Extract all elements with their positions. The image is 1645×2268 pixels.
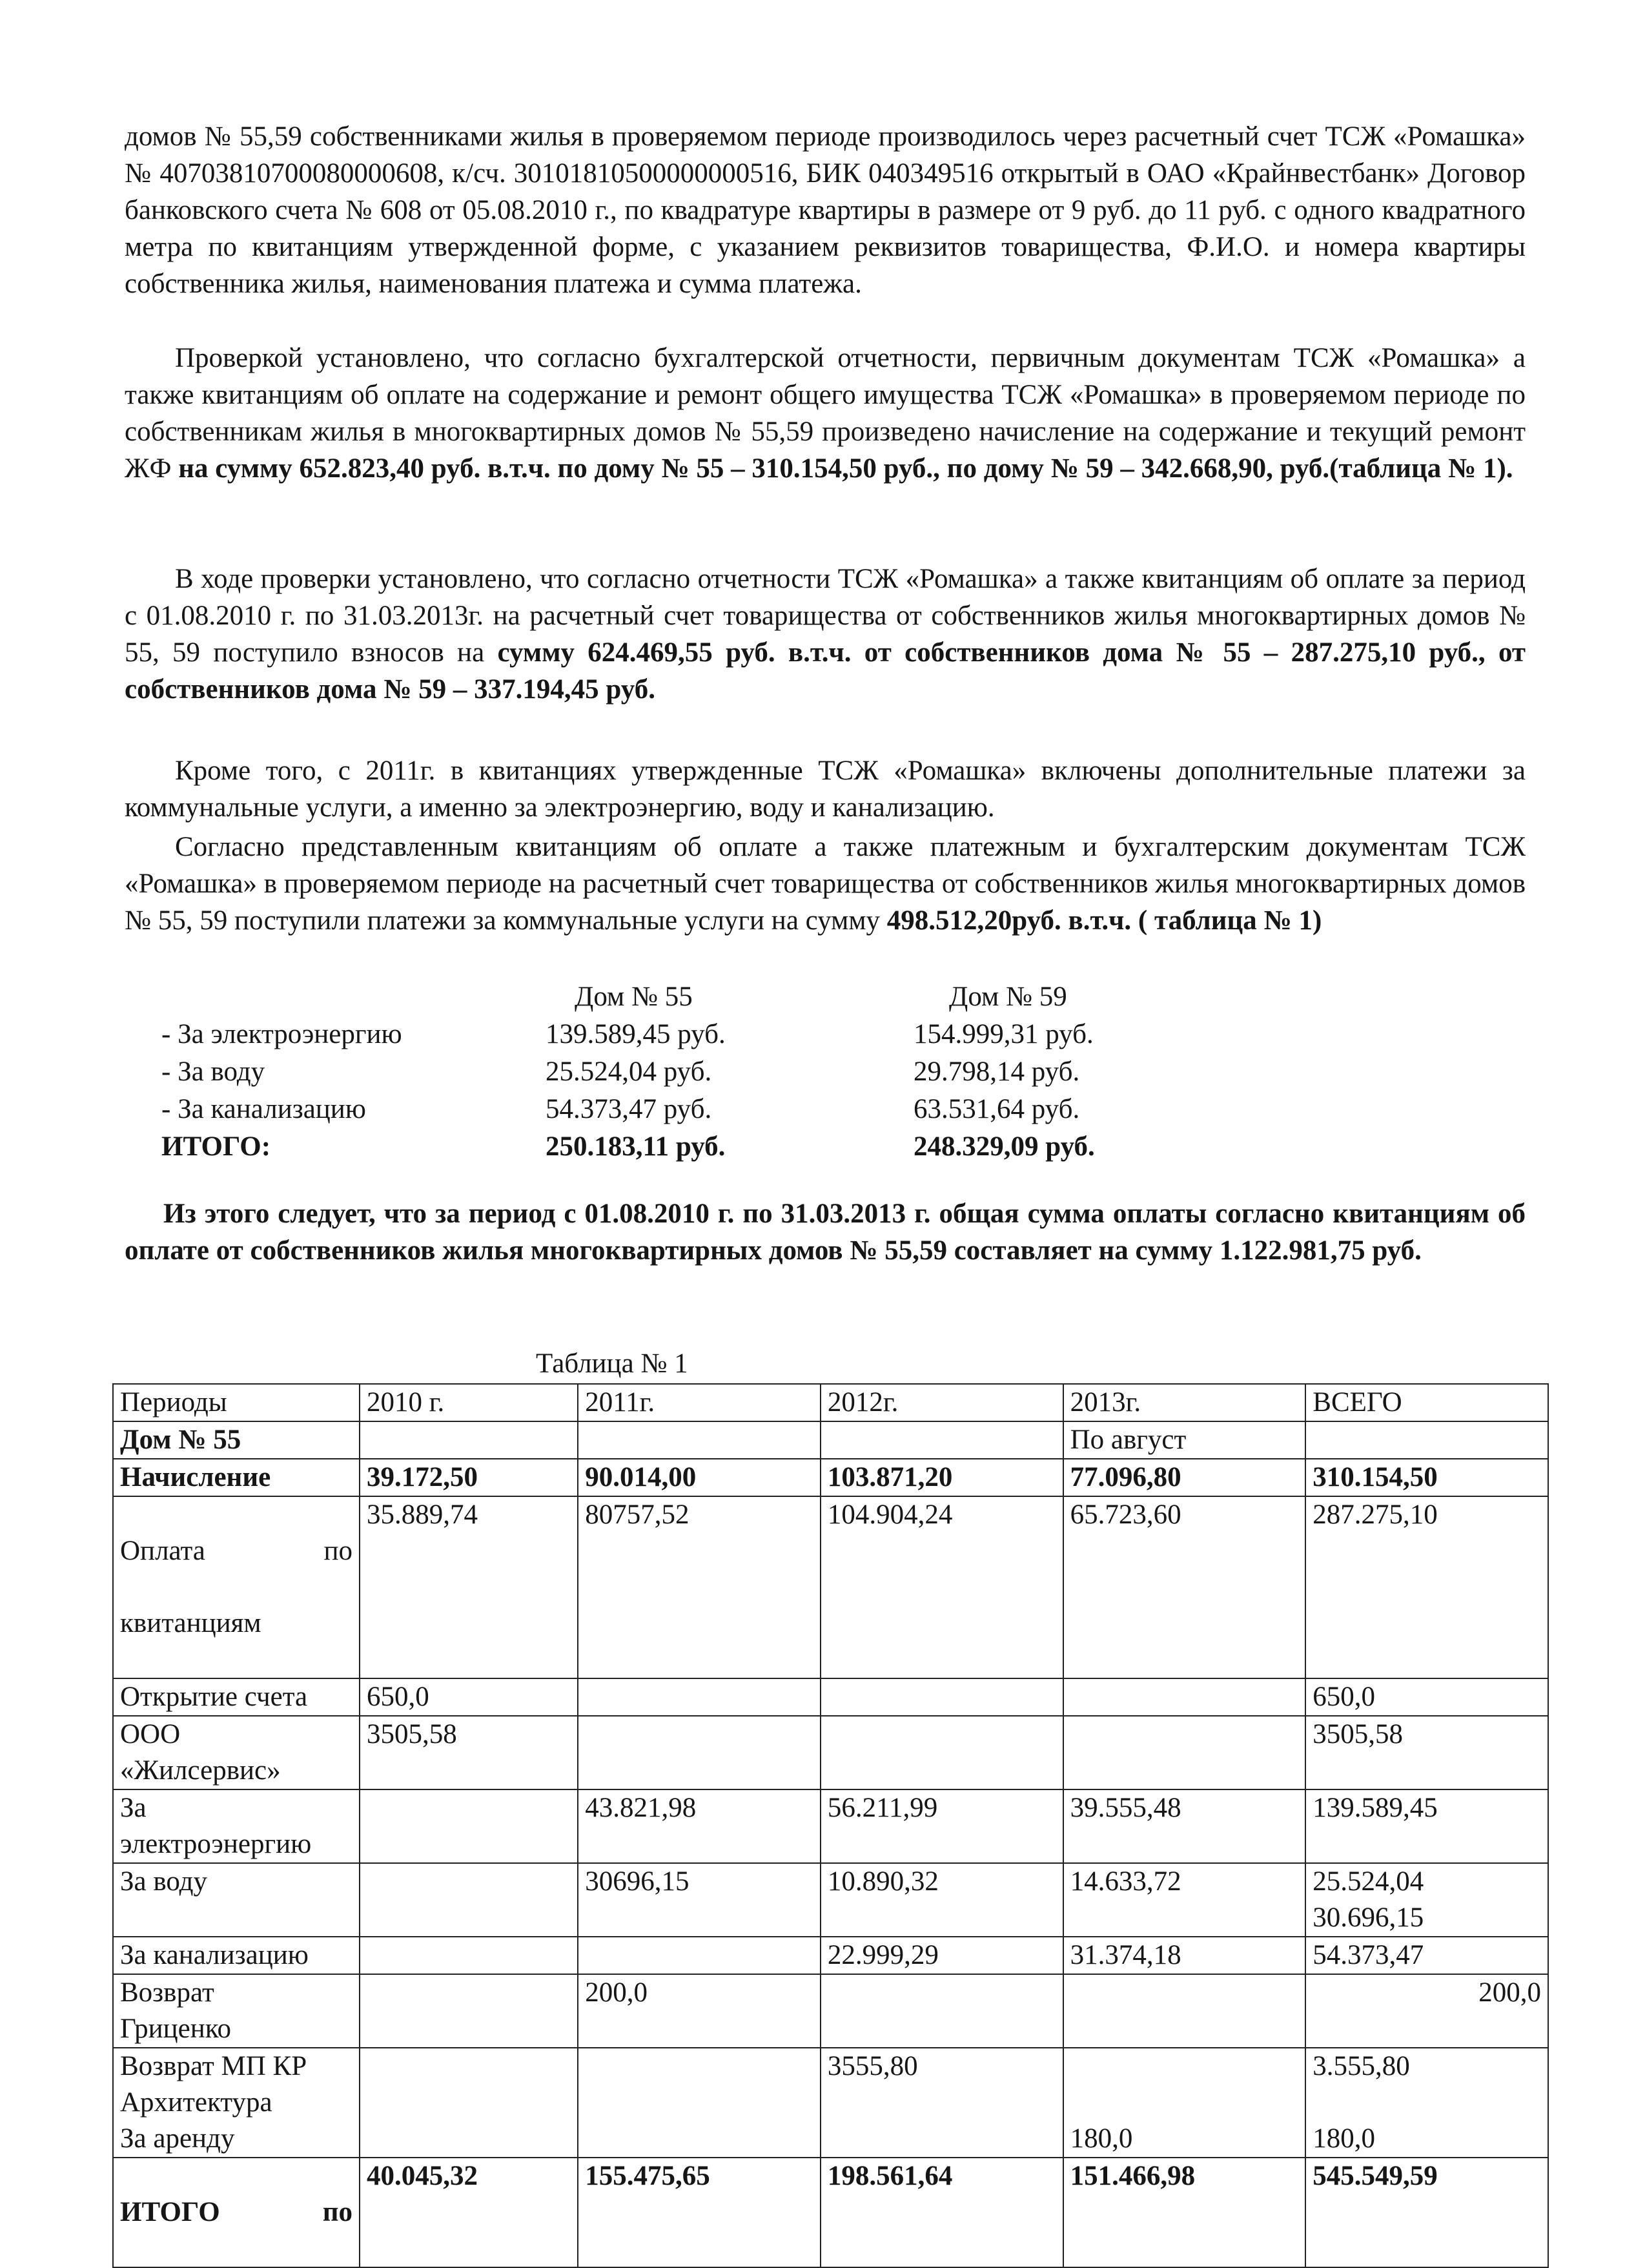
- table-caption: Таблица № 1: [536, 1348, 688, 1379]
- utilities-row: - За канализацию 54.373,47 руб. 63.531,64 руб.: [161, 1094, 1080, 1124]
- table-row-house: Дом № 55 По август: [113, 1421, 1548, 1459]
- table-row-sewage: За канализацию 22.999,29 31.374,18 54.373,47: [113, 1937, 1548, 1974]
- table-header-row: Периоды 2010 г. 2011г. 2012г. 2013г. ВСЕГО: [113, 1384, 1548, 1421]
- payments-table: [112, 1383, 1549, 2268]
- house-59-header: Дом № 59: [949, 982, 1067, 1012]
- table-row-opening: Открытие счета 650,0 650,0: [113, 1678, 1548, 1716]
- conclusion-paragraph: Из этого следует, что за период с 01.08.2010 г. по 31.03.2013 г. общая сумма оплаты согласно квитанциям об оплате от собственников жилья многоквартирных домов № 55,59 составляет на сумму 1.122.981,75 руб.: [125, 1199, 1526, 1266]
- table-row-refund-mp: Возврат МП КР Архитектура За аренду 3555,80 180,0 3.555,80 180,0: [113, 2048, 1548, 2158]
- utilities-row: - За воду 25.524,04 руб. 29.798,14 руб.: [161, 1057, 1080, 1087]
- table-row-total: ИТОГО по 40.045,32 155.475,65 198.561,64 151.466,98 545.549,59: [113, 2158, 1548, 2267]
- accrual-text: Проверкой установлено, что согласно бухгалтерской отчетности, первичным документам ТСЖ «Ромашка» а также квитанциям об оплате на содержание и ремонт общего имущества ТСЖ «Ромашка» в проверяемом периоде по собственникам жилья в многоквартирных домов № 55,59 произведено начисление на содержание и текущий ремонт ЖФ: [125, 343, 1526, 484]
- table-row-zhilservis: ООО «Жилсервис» 3505,58 3505,58: [113, 1716, 1548, 1789]
- table-row-electricity: За электроэнергию 43.821,98 56.211,99 39.555,48 139.589,45: [113, 1789, 1548, 1863]
- table-row-payment: Оплата по квитанциям 35.889,74 80757,52 104.904,24 65.723,60 287.275,10: [113, 1496, 1548, 1678]
- utilities-text: Согласно представленным квитанциям об оплате а также платежным и бухгалтерским документам ТСЖ «Ромашка» в проверяемом периоде на расчетный счет товарищества от собственников жилья многоквартирных домов № 55, 59 поступили платежи за коммунальные услуги на сумму: [125, 832, 1526, 936]
- table-row-accrual: Начисление 39.172,50 90.014,00 103.871,20 77.096,80 310.154,50: [113, 1459, 1548, 1496]
- paragraph-bank-account: домов № 55,59 собственниками жилья в проверяемом периоде производилось через расчетный счет ТСЖ «Ромашка» № 40703810700080000608, к/сч. 30101810500000000516, БИК 040349516 открытый в ОАО «Крайнвестбанк» Договор банковского счета № 608 от 05.08.2010 г., по квадратуре квартиры в размере от 9 руб. до 11 руб. с одного квадратного метра по квитанциям утвержденной форме, с указанием реквизитов товарищества, Ф.И.О. и номера квартиры собственника жилья, наименования платежа и сумма платежа.: [125, 121, 1526, 299]
- table-row-refund-gritsenko: Возврат Гриценко 200,0 200,0: [113, 1974, 1548, 2048]
- paragraph-utilities-intro: Кроме того, с 2011г. в квитанциях утвержденные ТСЖ «Ромашка» включены дополнительные платежи за коммунальные услуги, а именно за электроэнергию, воду и канализацию.: [125, 756, 1526, 823]
- contributions-amount: сумму 624.469,55 руб. в.т.ч. от собственников дома № 55 – 287.275,10 руб., от собственников дома № 59 – 337.194,45 руб.: [125, 637, 1526, 705]
- utilities-amount: 498.512,20руб. в.т.ч. ( таблица № 1): [886, 905, 1322, 936]
- table-row-water: За воду 30696,15 10.890,32 14.633,72 25.524,04 30.696,15: [113, 1863, 1548, 1937]
- utilities-header-row: [161, 978, 1194, 1016]
- utilities-breakdown: [161, 978, 1194, 1166]
- house-55-header: Дом № 55: [575, 982, 693, 1012]
- utilities-total-row: ИТОГО: 250.183,11 руб. 248.329,09 руб.: [161, 1131, 1095, 1162]
- paragraph-utilities-payments: [125, 829, 1526, 939]
- contributions-text: В ходе проверки установлено, что согласно отчетности ТСЖ «Ромашка» а также квитанциям об оплате за период с 01.08.2010 г. по 31.03.2013г. на расчетный счет товарищества от собственников жилья многоквартирных домов № 55, 59 поступило взносов на: [125, 564, 1526, 668]
- paragraph-contributions: [125, 561, 1526, 708]
- accrual-amount: на сумму 652.823,40 руб. в.т.ч. по дому № 55 – 310.154,50 руб., по дому № 59 – 342.668,90, руб.(таблица № 1).: [178, 453, 1513, 484]
- utilities-row: - За электроэнергию 139.589,45 руб. 154.999,31 руб.: [161, 1019, 1094, 1049]
- paragraph-accrual: [125, 340, 1526, 487]
